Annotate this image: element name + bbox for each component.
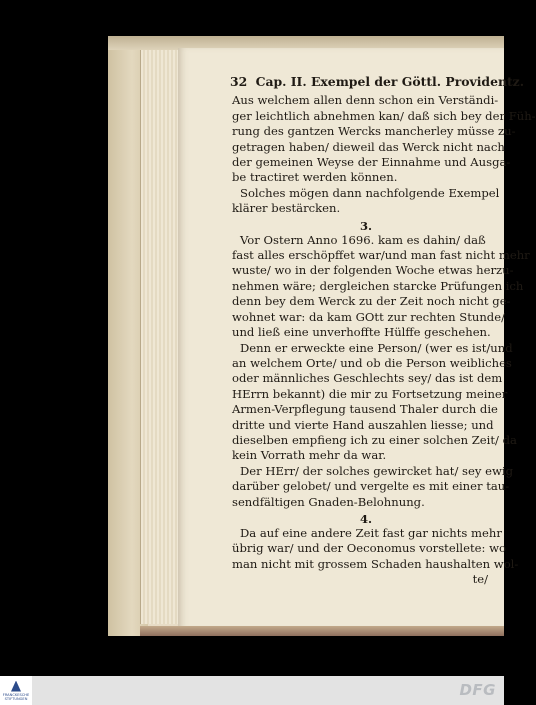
text-line: HErrn bekannt) die mir zu Fortsetzung meiner — [232, 386, 508, 401]
text-line: rung des gantzen Wercks mancherley müsse zu- — [232, 124, 516, 139]
dfg-logo[interactable]: DFG — [459, 681, 496, 699]
text-line: dritte und vierte Hand auszahlen liesse; und — [232, 417, 494, 432]
text-line: be tractiret werden können. — [232, 170, 398, 185]
text-line: Vor Ostern Anno 1696. kam es dahin/ daß — [240, 232, 486, 247]
logo-mark-icon — [11, 681, 21, 692]
text-line: Armen-Verpflegung tausend Thaler durch die — [232, 402, 498, 417]
text-line: nehmen wäre; dergleichen starcke Prüfungen ich — [232, 278, 524, 293]
text-line: denn bey dem Werck zu der Zeit noch nicht ge- — [232, 294, 511, 309]
page-stack-edge — [140, 50, 179, 624]
text-line: kein Vorrath mehr da war. — [232, 448, 387, 463]
logo-text: FRANCKESCHE STIFTUNGEN — [2, 692, 30, 701]
institution-logo[interactable] — [0, 676, 32, 705]
running-header — [230, 74, 525, 89]
text-line: an welchem Orte/ und ob die Person weibliches — [232, 355, 512, 370]
page-text — [230, 74, 536, 588]
text-line: Der HErr/ der solches gewircket hat/ sey ewig — [240, 463, 514, 478]
page-number: 32 — [230, 74, 248, 89]
text-line: fast alles erschöpffet war/und man fast nicht mehr — [232, 248, 530, 263]
book-bottom-edge — [140, 626, 504, 636]
text-line: der gemeinen Weyse der Einnahme und Ausga- — [232, 155, 511, 170]
text-line: klärer bestärcken. — [232, 201, 341, 216]
text-line: übrig war/ und der Oeconomus vorstellete: wo — [232, 541, 506, 556]
running-title: Cap. II. Exempel der Göttl. Providentz. — [255, 74, 525, 89]
text-line: wuste/ wo in der folgenden Woche etwas herzu- — [232, 263, 514, 278]
catchword: te/ — [472, 572, 488, 587]
viewer-footer-bar — [0, 676, 504, 705]
text-line: Solches mögen dann nachfolgende Exempel — [240, 185, 500, 200]
text-line: Denn er erweckte eine Person/ (wer es ist/und — [240, 340, 513, 355]
text-line: wohnet war: da kam GOtt zur rechten Stunde/ — [232, 309, 505, 324]
text-line: und ließ eine unverhoffte Hülffe geschehen. — [232, 325, 491, 340]
text-line: oder männliches Geschlechts sey/ das ist dem — [232, 371, 503, 386]
text-line: man nicht mit grossem Schaden haushalten wol- — [232, 556, 519, 571]
text-line: Da auf eine andere Zeit fast gar nichts mehr — [240, 525, 502, 540]
text-line: sendfältigen Gnaden-Belohnung. — [232, 494, 425, 509]
text-line: darüber gelobet/ und vergelte es mit einer tau- — [232, 479, 510, 494]
section-number: 4. — [359, 511, 373, 526]
text-line: Aus welchem allen denn schon ein Verständi- — [232, 93, 499, 108]
text-line: ger leichtlich abnehmen kan/ daß sich bey der Füh- — [232, 108, 536, 123]
section-number: 3. — [359, 218, 373, 233]
text-line: dieselben empfieng ich zu einer solchen Zeit/ da — [232, 432, 517, 447]
text-line: getragen haben/ dieweil das Werck nicht nach — [232, 139, 505, 154]
